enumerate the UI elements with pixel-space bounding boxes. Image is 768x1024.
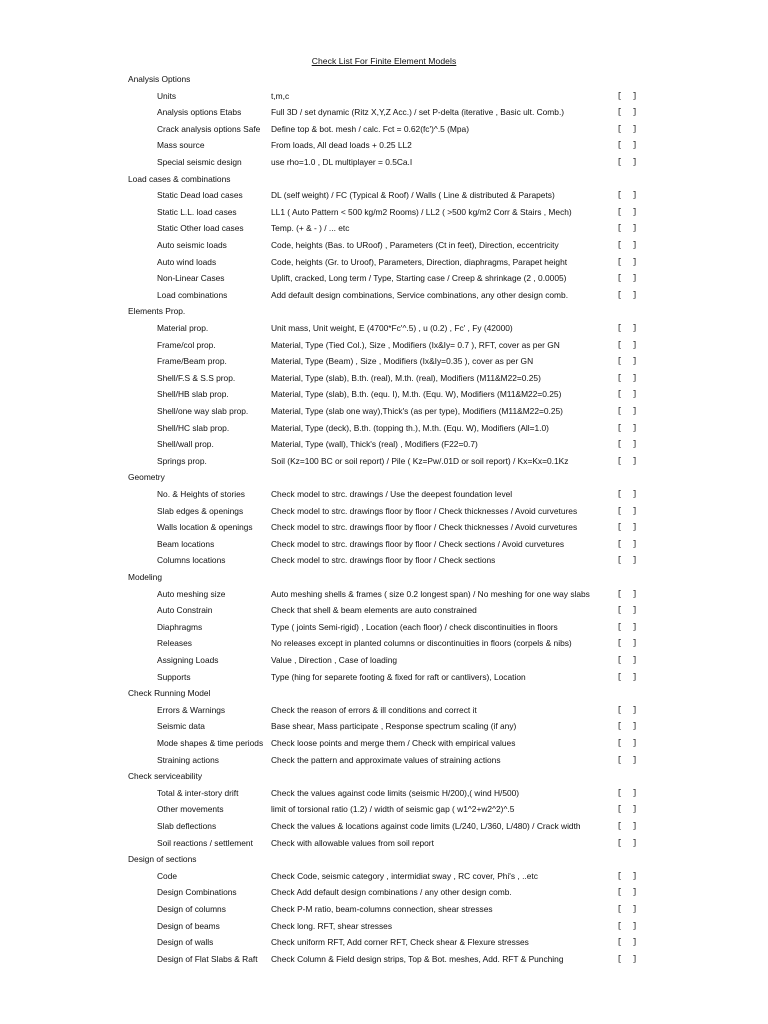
checkbox[interactable]: [ ] xyxy=(617,107,638,118)
item-description: No releases except in planted columns or discontinuities in floors (corpels & nibs) xyxy=(271,638,572,649)
checklist-item xyxy=(0,801,768,817)
checkbox[interactable]: [ ] xyxy=(617,787,638,798)
item-label: Shell/HB slab prop. xyxy=(157,389,229,400)
item-description: Check with allowable values from soil report xyxy=(271,837,434,848)
checklist-item xyxy=(0,453,768,469)
checkbox[interactable]: [ ] xyxy=(617,555,638,566)
checklist-item xyxy=(0,270,768,286)
item-description: use rho=1.0 , DL multiplayer = 0.5Ca.I xyxy=(271,157,413,167)
checkbox[interactable]: [ ] xyxy=(617,455,638,466)
item-label: Static Dead load cases xyxy=(157,190,243,201)
item-description: Material, Type (slab), B.th. (equ. I), M.th. (Equ. W), Modifiers (M11&M22=0.25) xyxy=(271,389,562,400)
checkbox[interactable]: [ ] xyxy=(617,887,638,898)
section-design-of-sections-title: Design of sections xyxy=(128,854,197,865)
item-description: LL1 ( Auto Pattern < 500 kg/m2 Rooms) / LL2 ( >500 kg/m2 Corr & Stairs , Mech) xyxy=(271,206,572,217)
checkbox[interactable]: [ ] xyxy=(617,372,638,383)
item-description: Soil (Kz=100 BC or soil report) / Pile ( Kz=Pw/.01D or soil report) / Kx=Kx=0.1Kz xyxy=(271,455,569,466)
checkbox[interactable]: [ ] xyxy=(617,157,638,167)
item-description: Check P-M ratio, beam-columns connection, shear stresses xyxy=(271,904,493,914)
section-heading xyxy=(0,569,768,585)
item-description: DL (self weight) / FC (Typical & Roof) / Walls ( Line & distributed & Parapets) xyxy=(271,190,555,201)
item-label: Frame/col prop. xyxy=(157,339,216,350)
item-description: Material, Type (slab one way),Thick's (as per type), Modifiers (M11&M22=0.25) xyxy=(271,406,563,416)
checklist-item xyxy=(0,951,768,967)
item-description: Define top & bot. mesh / calc. Fct = 0.62(fc')^.5 (Mpa) xyxy=(271,123,469,134)
checkbox[interactable]: [ ] xyxy=(617,90,638,101)
checkbox[interactable]: [ ] xyxy=(617,323,638,333)
item-description: Check uniform RFT, Add corner RFT, Check shear & Flexure stresses xyxy=(271,937,529,948)
item-description: Check the values against code limits (seismic H/200),( wind H/500) xyxy=(271,787,520,798)
section-heading xyxy=(0,71,768,87)
checkbox[interactable]: [ ] xyxy=(617,638,638,649)
item-label: Total & inter-story drift xyxy=(157,787,239,798)
checklist-item xyxy=(0,934,768,950)
item-label: Special seismic design xyxy=(157,157,242,167)
item-description: Material, Type (slab), B.th. (real), M.th. (real), Modifiers (M11&M22=0.25) xyxy=(271,372,541,383)
checkbox[interactable]: [ ] xyxy=(617,804,638,815)
item-description: t,m,c xyxy=(271,90,290,101)
checklist-item xyxy=(0,337,768,353)
item-label: Units xyxy=(157,90,177,101)
checkbox[interactable]: [ ] xyxy=(617,439,638,450)
item-description: Value , Direction , Case of loading xyxy=(271,655,398,665)
checklist-item xyxy=(0,403,768,419)
checklist-item xyxy=(0,353,768,369)
section-modeling-title: Modeling xyxy=(128,572,162,582)
checklist-item xyxy=(0,536,768,552)
checkbox[interactable]: [ ] xyxy=(617,389,638,400)
item-description: From loads, All dead loads + 0.25 LL2 xyxy=(271,140,412,151)
item-label: Soil reactions / settlement xyxy=(157,837,253,848)
document-title: Check List For Finite Element Models xyxy=(311,56,457,66)
section-heading xyxy=(0,768,768,784)
checklist-item xyxy=(0,619,768,635)
checkbox[interactable]: [ ] xyxy=(617,605,638,616)
item-label: Shell/one way slab prop. xyxy=(157,406,249,416)
checkbox[interactable]: [ ] xyxy=(617,256,638,267)
item-label: Supports xyxy=(157,671,191,682)
checklist-item xyxy=(0,121,768,137)
checkbox[interactable]: [ ] xyxy=(617,721,638,732)
section-check-serviceability-title: Check serviceability xyxy=(128,771,203,782)
checkbox[interactable]: [ ] xyxy=(617,920,638,931)
item-description: limit of torsional ratio (1.2) / width of seismic gap ( w1^2+w2^2)^.5 xyxy=(271,804,515,815)
checkbox[interactable]: [ ] xyxy=(617,206,638,217)
checkbox[interactable]: [ ] xyxy=(617,522,638,533)
item-description: Temp. (+ & - ) / ... etc xyxy=(271,223,350,234)
checklist-item xyxy=(0,868,768,884)
checkbox[interactable]: [ ] xyxy=(617,738,638,748)
checklist-item xyxy=(0,635,768,651)
checkbox[interactable]: [ ] xyxy=(617,538,638,549)
checklist-item xyxy=(0,320,768,336)
item-label: Static Other load cases xyxy=(157,223,244,234)
checklist-item xyxy=(0,88,768,104)
item-description: Material, Type (Tied Col.), Size , Modifiers (Ix&Iy= 0.7 ), RFT, cover as per GN xyxy=(271,339,560,350)
section-load-cases-combinations-title: Load cases & combinations xyxy=(128,173,231,184)
item-description: Code, heights (Bas. to URoof) , Parameters (Ct in feet), Direction, eccentricity xyxy=(271,240,559,250)
section-analysis-options-title: Analysis Options xyxy=(128,74,191,84)
checklist-item xyxy=(0,154,768,170)
item-label: Non-Linear Cases xyxy=(157,273,225,284)
section-check-running-model-title: Check Running Model xyxy=(128,688,211,699)
item-label: Frame/Beam prop. xyxy=(157,356,227,367)
checklist-item xyxy=(0,752,768,768)
checklist-item xyxy=(0,602,768,618)
item-description: Material, Type (deck), B.th. (topping th.), M.th. (Equ. W), Modifiers (All=1.0) xyxy=(271,422,549,433)
checklist-item xyxy=(0,237,768,253)
section-elements-prop-title: Elements Prop. xyxy=(128,306,186,317)
item-description: Check model to strc. drawings floor by floor / Check sections xyxy=(271,555,496,566)
item-description: Type (hing for separete footing & fixed for raft or cantlivers), Location xyxy=(271,671,526,682)
checklist-item xyxy=(0,187,768,203)
item-label: Code xyxy=(157,870,178,881)
checklist-item xyxy=(0,669,768,685)
checklist-item xyxy=(0,818,768,834)
checklist-item xyxy=(0,718,768,734)
item-label: Design of walls xyxy=(157,937,214,948)
checkbox[interactable]: [ ] xyxy=(617,339,638,350)
checklist-item xyxy=(0,287,768,303)
item-label: Load combinations xyxy=(157,289,228,300)
item-description: Check long. RFT, shear stresses xyxy=(271,920,393,931)
section-heading xyxy=(0,171,768,187)
item-description: Unit mass, Unit weight, E (4700*Fc'^.5) , u (0.2) , Fc' , Fy (42000) xyxy=(271,323,513,333)
item-label: Diaphragms xyxy=(157,621,203,632)
item-label: Beam locations xyxy=(157,538,215,549)
item-label: Material prop. xyxy=(157,323,209,333)
checkbox[interactable]: [ ] xyxy=(617,223,638,234)
section-heading xyxy=(0,469,768,485)
checklist-item xyxy=(0,785,768,801)
checklist-item xyxy=(0,370,768,386)
checklist-item xyxy=(0,586,768,602)
section-heading xyxy=(0,303,768,319)
checkbox[interactable]: [ ] xyxy=(617,821,638,831)
item-description: Auto meshing shells & frames ( size 0.2 longest span) / No meshing for one way slabs xyxy=(271,588,590,599)
checkbox[interactable]: [ ] xyxy=(617,870,638,881)
item-label: Auto seismic loads xyxy=(157,240,227,250)
checklist-item xyxy=(0,386,768,402)
checkbox[interactable]: [ ] xyxy=(617,123,638,134)
item-label: Auto wind loads xyxy=(157,256,217,267)
checkbox[interactable]: [ ] xyxy=(617,406,638,416)
checkbox[interactable]: [ ] xyxy=(617,671,638,682)
checkbox[interactable]: [ ] xyxy=(617,190,638,201)
item-label: Design Combinations xyxy=(157,887,237,898)
checklist-item xyxy=(0,104,768,120)
checkbox[interactable]: [ ] xyxy=(617,422,638,433)
checklist-item xyxy=(0,918,768,934)
item-description: Check Column & Field design strips, Top & Bot. meshes, Add. RFT & Punching xyxy=(271,953,564,964)
item-label: Slab edges & openings xyxy=(157,505,244,516)
item-description: Material, Type (Beam) , Size , Modifiers (Ix&Iy=0.35 ), cover as per GN xyxy=(271,356,534,367)
checkbox[interactable]: [ ] xyxy=(617,588,638,599)
item-description: Check model to strc. drawings floor by floor / Check thicknesses / Avoid curvetures xyxy=(271,505,578,516)
checkbox[interactable]: [ ] xyxy=(617,754,638,765)
item-description: Base shear, Mass participate , Response spectrum scaling (if any) xyxy=(271,721,517,732)
item-label: Design of beams xyxy=(157,920,220,931)
item-label: Design of Flat Slabs & Raft xyxy=(157,953,258,964)
item-description: Check loose points and merge them / Check with empirical values xyxy=(271,738,516,748)
item-label: Auto Constrain xyxy=(157,605,213,616)
checkbox[interactable]: [ ] xyxy=(617,489,638,499)
checklist-item xyxy=(0,254,768,270)
section-heading xyxy=(0,685,768,701)
item-label: No. & Heights of stories xyxy=(157,489,245,499)
item-description: Check Code, seismic category , intermidiat sway , RC cover, Phi's , ..etc xyxy=(271,870,538,881)
item-label: Columns locations xyxy=(157,555,226,566)
item-label: Shell/HC slab prop. xyxy=(157,422,230,433)
item-description: Check Add default design combinations / any other design comb. xyxy=(271,887,512,898)
item-label: Slab deflections xyxy=(157,821,217,831)
item-label: Shell/wall prop. xyxy=(157,439,214,450)
checklist-item xyxy=(0,204,768,220)
checkbox[interactable]: [ ] xyxy=(617,904,638,914)
item-description: Material, Type (wall), Thick's (real) , Modifiers (F22=0.7) xyxy=(271,439,478,450)
item-description: Code, heights (Gr. to Uroof), Parameters, Direction, diaphragms, Parapet height xyxy=(271,256,568,267)
checkbox[interactable]: [ ] xyxy=(617,240,638,250)
checklist-item xyxy=(0,901,768,917)
checklist-item xyxy=(0,519,768,535)
checklist-item xyxy=(0,652,768,668)
section-heading xyxy=(0,851,768,867)
item-label: Straining actions xyxy=(157,754,219,765)
item-label: Other movements xyxy=(157,804,224,815)
checklist-item xyxy=(0,137,768,153)
item-description: Check the pattern and approximate values of straining actions xyxy=(271,754,501,765)
checklist-item xyxy=(0,486,768,502)
checkbox[interactable]: [ ] xyxy=(617,289,638,300)
checklist-item xyxy=(0,503,768,519)
item-label: Walls location & openings xyxy=(157,522,253,533)
item-description: Check model to strc. drawings floor by floor / Check sections / Avoid curvetures xyxy=(271,538,565,549)
item-description: Check the values & locations against code limits (L/240, L/360, L/480) / Crack width xyxy=(271,821,581,831)
checklist-item xyxy=(0,884,768,900)
item-label: Mass source xyxy=(157,140,205,151)
checkbox[interactable]: [ ] xyxy=(617,273,638,284)
item-label: Errors & Warnings xyxy=(157,704,226,715)
item-label: Mode shapes & time periods xyxy=(157,738,264,748)
item-description: Add default design combinations, Service combinations, any other design comb. xyxy=(271,289,569,300)
checklist-item xyxy=(0,735,768,751)
item-label: Static L.L. load cases xyxy=(157,206,237,217)
item-description: Check the reason of errors & ill conditions and correct it xyxy=(271,704,477,715)
item-description: Type ( joints Semi-rigid) , Location (each floor) / check discontinuities in floors xyxy=(271,621,558,632)
checklist-item xyxy=(0,436,768,452)
checkbox[interactable]: [ ] xyxy=(617,356,638,367)
checkbox[interactable]: [ ] xyxy=(617,837,638,848)
checkbox[interactable]: [ ] xyxy=(617,953,638,964)
item-label: Crack analysis options Safe xyxy=(157,123,261,134)
checkbox[interactable]: [ ] xyxy=(617,655,638,665)
item-description: Uplift, cracked, Long term / Type, Starting case / Creep & shrinkage (2 , 0.0005) xyxy=(271,273,567,284)
item-description: Check model to strc. drawings floor by floor / Check thicknesses / Avoid curvetures xyxy=(271,522,578,533)
item-label: Analysis options Etabs xyxy=(157,107,242,118)
item-label: Assigning Loads xyxy=(157,655,219,665)
item-label: Releases xyxy=(157,638,192,649)
checklist-item xyxy=(0,835,768,851)
item-description: Check model to strc. drawings / Use the deepest foundation level xyxy=(271,489,513,499)
item-description: Full 3D / set dynamic (Ritz X,Y,Z Acc.) / set P-delta (iterative , Basic ult. Comb.) xyxy=(271,107,565,118)
checklist-item xyxy=(0,220,768,236)
item-label: Shell/F.S & S.S prop. xyxy=(157,372,236,383)
item-label: Design of columns xyxy=(157,904,226,914)
section-geometry-title: Geometry xyxy=(128,472,165,483)
item-description: Check that shell & beam elements are auto constrained xyxy=(271,605,477,616)
item-label: Auto meshing size xyxy=(157,588,226,599)
checkbox[interactable]: [ ] xyxy=(617,704,638,715)
checklist-item xyxy=(0,420,768,436)
checkbox[interactable]: [ ] xyxy=(617,937,638,948)
checklist-item xyxy=(0,702,768,718)
checkbox[interactable]: [ ] xyxy=(617,140,638,151)
checklist-item xyxy=(0,552,768,568)
item-label: Springs prop. xyxy=(157,455,207,466)
item-label: Seismic data xyxy=(157,721,205,732)
checkbox[interactable]: [ ] xyxy=(617,621,638,632)
checkbox[interactable]: [ ] xyxy=(617,505,638,516)
